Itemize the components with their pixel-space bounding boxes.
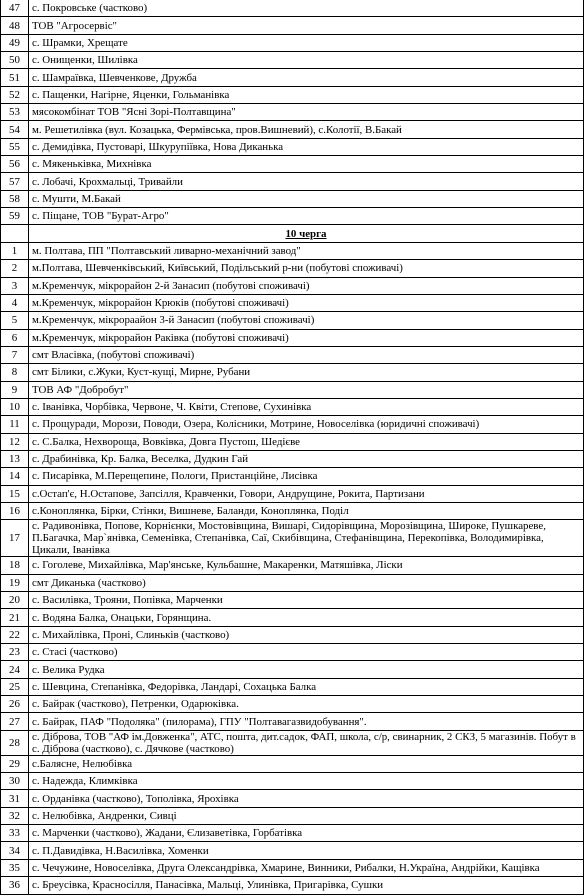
table-row [1, 260, 584, 277]
table-row [1, 294, 584, 311]
table-row [1, 592, 584, 609]
row-number: 8 [1, 364, 29, 381]
table-row [1, 859, 584, 876]
table-row [1, 34, 584, 51]
table-row [1, 644, 584, 661]
row-localities: с. Чечужине, Новоселівка, Друга Олександрівка, Хмарине, Винники, Рибалки, Н.Україна, Андрійки, Кащівка [29, 859, 584, 876]
table-row [1, 574, 584, 591]
row-localities: с. Шевцина, Степанівка, Федорівка, Ландарі, Сохацька Балка [29, 678, 584, 695]
row-localities: с. Стасі (частково) [29, 644, 584, 661]
table-row [1, 346, 584, 363]
row-localities: с. Гоголеве, Михайлівка, Мар'янське, Кульбашне, Макаренки, Матяшівка, Ліски [29, 557, 584, 574]
row-number: 3 [1, 277, 29, 294]
table-row [1, 678, 584, 695]
row-localities: с. Демидівка, Пустоварі, Шкурупіївка, Нова Диканька [29, 138, 584, 155]
row-number: 58 [1, 190, 29, 207]
header-number-cell [1, 225, 29, 242]
table-row [1, 69, 584, 86]
row-localities: с. Радивонівка, Попове, Корнієнки, Мостовівщина, Вишарі, Сидорівщина, Морозівщина, Широке, Пушкареве, П.Багачка, Мар`янівка, Семенівка, Степанівка, Саї, Скибівщина, Стефанівщина, Перекопівка, Володимирівка, Цикали, Іванівка [29, 520, 584, 557]
row-number: 53 [1, 104, 29, 121]
row-number: 20 [1, 592, 29, 609]
row-localities: ТОВ АФ "Добробут" [29, 381, 584, 398]
row-localities: с. Шрамки, Хрещате [29, 34, 584, 51]
row-number: 34 [1, 842, 29, 859]
row-number: 35 [1, 859, 29, 876]
row-number: 10 [1, 398, 29, 415]
row-localities: с. Мушти, М.Бакай [29, 190, 584, 207]
row-number: 22 [1, 626, 29, 643]
row-number: 50 [1, 52, 29, 69]
table-row [1, 138, 584, 155]
row-number: 57 [1, 173, 29, 190]
table-row [1, 790, 584, 807]
section-header-row [1, 225, 584, 242]
table-row [1, 121, 584, 138]
row-number: 59 [1, 208, 29, 225]
row-number: 1 [1, 242, 29, 259]
row-localities: с. Бреусівка, Красносілля, Панасівка, Мальці, Улинівка, Пригарівка, Сушки [29, 877, 584, 894]
row-localities: с.Коноплянка, Бірки, Стінки, Вишневе, Баланди, Коноплянка, Поділ [29, 502, 584, 519]
row-localities: с. Михайлівка, Проні, Слиньків (частково) [29, 626, 584, 643]
table-row [1, 773, 584, 790]
row-number: 32 [1, 807, 29, 824]
row-number: 28 [1, 730, 29, 755]
row-localities: с. Шамраївка, Шевченкове, Дружба [29, 69, 584, 86]
row-localities: м. Полтава, ПП "Полтавський ливарно-механічний завод" [29, 242, 584, 259]
table-row [1, 755, 584, 772]
row-localities: с. Велика Рудка [29, 661, 584, 678]
row-number: 30 [1, 773, 29, 790]
table-row [1, 52, 584, 69]
row-localities: м.Кременчук, мікрорайон 2-й Занасип (побутові споживачі) [29, 277, 584, 294]
row-number: 54 [1, 121, 29, 138]
table-row [1, 713, 584, 730]
row-number: 49 [1, 34, 29, 51]
row-number: 36 [1, 877, 29, 894]
row-localities: смт Білики, с.Жуки, Куст-кущі, Мирне, Рубани [29, 364, 584, 381]
table-row [1, 825, 584, 842]
row-localities: с. Писарівка, М.Перещепине, Пологи, Пристанційне, Лисівка [29, 468, 584, 485]
row-localities: с. Прощуради, Морози, Поводи, Озера, Колісники, Мотрине, Новоселівка (юридичні споживачі) [29, 416, 584, 433]
table-row [1, 416, 584, 433]
row-number: 31 [1, 790, 29, 807]
row-localities: с. Драбинівка, Кр. Балка, Веселка, Дудкин Гай [29, 450, 584, 467]
row-localities: с. Піщане, ТОВ "Бурат-Агро" [29, 208, 584, 225]
table-row [1, 381, 584, 398]
row-localities: с. Марченки (частково), Жадани, Єлизаветівка, Горбатівка [29, 825, 584, 842]
table-row [1, 807, 584, 824]
table-row [1, 104, 584, 121]
row-number: 7 [1, 346, 29, 363]
row-localities: мясокомбінат ТОВ "Ясні Зорі-Полтавщина" [29, 104, 584, 121]
row-number: 26 [1, 696, 29, 713]
row-localities: с. П.Давидівка, Н.Василівка, Хоменки [29, 842, 584, 859]
row-localities: м.Полтава, Шевченківський, Київський, Подільський р-ни (побутові споживачі) [29, 260, 584, 277]
row-number: 29 [1, 755, 29, 772]
row-number: 27 [1, 713, 29, 730]
row-localities: смт Власівка, (побутові споживачі) [29, 346, 584, 363]
row-number: 56 [1, 156, 29, 173]
row-localities: с. Байрак, ПАФ "Подоляка" (пилорама), ГПУ "Полтавагазвидобування". [29, 713, 584, 730]
row-localities: с. Онищенки, Шилівка [29, 52, 584, 69]
table-row [1, 877, 584, 894]
table-row [1, 208, 584, 225]
row-number: 13 [1, 450, 29, 467]
row-localities: с. Мякенькiвка, Михнiвка [29, 156, 584, 173]
row-number: 5 [1, 312, 29, 329]
row-localities: с.Остап'є, Н.Остапове, Запсілля, Кравченки, Говори, Андрущине, Рокита, Партизани [29, 485, 584, 502]
table-row [1, 156, 584, 173]
row-number: 12 [1, 433, 29, 450]
row-number: 19 [1, 574, 29, 591]
row-number: 16 [1, 502, 29, 519]
row-number: 4 [1, 294, 29, 311]
table-row [1, 398, 584, 415]
row-number: 18 [1, 557, 29, 574]
row-localities: м.Кременчук, мікрорайон Крюків (побутові споживачі) [29, 294, 584, 311]
table-row [1, 626, 584, 643]
table-row [1, 450, 584, 467]
row-number: 21 [1, 609, 29, 626]
row-number: 25 [1, 678, 29, 695]
row-localities: м. Решетилівка (вул. Козацька, Фермівська, пров.Вишневий), с.Колотії, В.Бакай [29, 121, 584, 138]
table-row [1, 557, 584, 574]
row-localities: с. Нелюбівка, Андренки, Сивці [29, 807, 584, 824]
row-localities: с. Іванівка, Чорбівка, Червоне, Ч. Квіти, Степове, Сухинівка [29, 398, 584, 415]
table-row [1, 0, 584, 17]
table-row [1, 329, 584, 346]
row-localities: с. Лобачі, Крохмальці, Тривайли [29, 173, 584, 190]
table-row [1, 468, 584, 485]
table-row [1, 730, 584, 755]
row-number: 9 [1, 381, 29, 398]
row-number: 6 [1, 329, 29, 346]
row-localities: смт Диканька (частково) [29, 574, 584, 591]
table-row [1, 277, 584, 294]
table-row [1, 609, 584, 626]
row-number: 33 [1, 825, 29, 842]
row-number: 15 [1, 485, 29, 502]
table-row [1, 242, 584, 259]
row-number: 23 [1, 644, 29, 661]
section-title: 10 черга [29, 225, 584, 242]
table-row [1, 312, 584, 329]
table-row [1, 842, 584, 859]
row-localities: м.Кременчук, мікрорайон Раківка (побутові споживачі) [29, 329, 584, 346]
table-row [1, 433, 584, 450]
row-localities: с. Орданівка (частково), Тополівка, Ярохівка [29, 790, 584, 807]
row-number: 24 [1, 661, 29, 678]
row-number: 55 [1, 138, 29, 155]
row-localities: ТОВ "Агросервіс" [29, 17, 584, 34]
table-row [1, 696, 584, 713]
row-localities: с. Пащенки, Нагірне, Яценки, Гольманівка [29, 86, 584, 103]
row-localities: с. Байрак (частково), Петренки, Одарюківка. [29, 696, 584, 713]
row-number: 11 [1, 416, 29, 433]
row-localities: м.Кременчук, мікрораайон 3-й Занасип (побутові споживачі) [29, 312, 584, 329]
table-row [1, 86, 584, 103]
row-localities: с. Покровське (частково) [29, 0, 584, 17]
schedule-table-body [1, 0, 584, 894]
table-row [1, 17, 584, 34]
row-number: 52 [1, 86, 29, 103]
table-row [1, 520, 584, 557]
row-localities: с. Водяна Балка, Онацьки, Горянщина. [29, 609, 584, 626]
table-row [1, 485, 584, 502]
table-row [1, 502, 584, 519]
row-number: 17 [1, 520, 29, 557]
row-localities: с.Баляснe, Нелюбівка [29, 755, 584, 772]
row-localities: с. Надежда, Климківка [29, 773, 584, 790]
row-number: 51 [1, 69, 29, 86]
row-number: 48 [1, 17, 29, 34]
row-localities: с. Діброва, ТОВ "АФ ім.Довженка", АТС, пошта, дит.садок, ФАП, школа, с/р, свинарник, 2 СКЗ, 5 магазинів. Побут в с. Діброва (частково), с. Дячкове (частково) [29, 730, 584, 755]
table-row [1, 364, 584, 381]
row-localities: с. С.Балка, Нехвороща, Вовківка, Довга Пустош, Шедієве [29, 433, 584, 450]
table-row [1, 190, 584, 207]
table-row [1, 661, 584, 678]
table-row [1, 173, 584, 190]
row-number: 14 [1, 468, 29, 485]
row-localities: с. Василівка, Трояни, Попівка, Марченки [29, 592, 584, 609]
row-number: 2 [1, 260, 29, 277]
row-number: 47 [1, 0, 29, 17]
